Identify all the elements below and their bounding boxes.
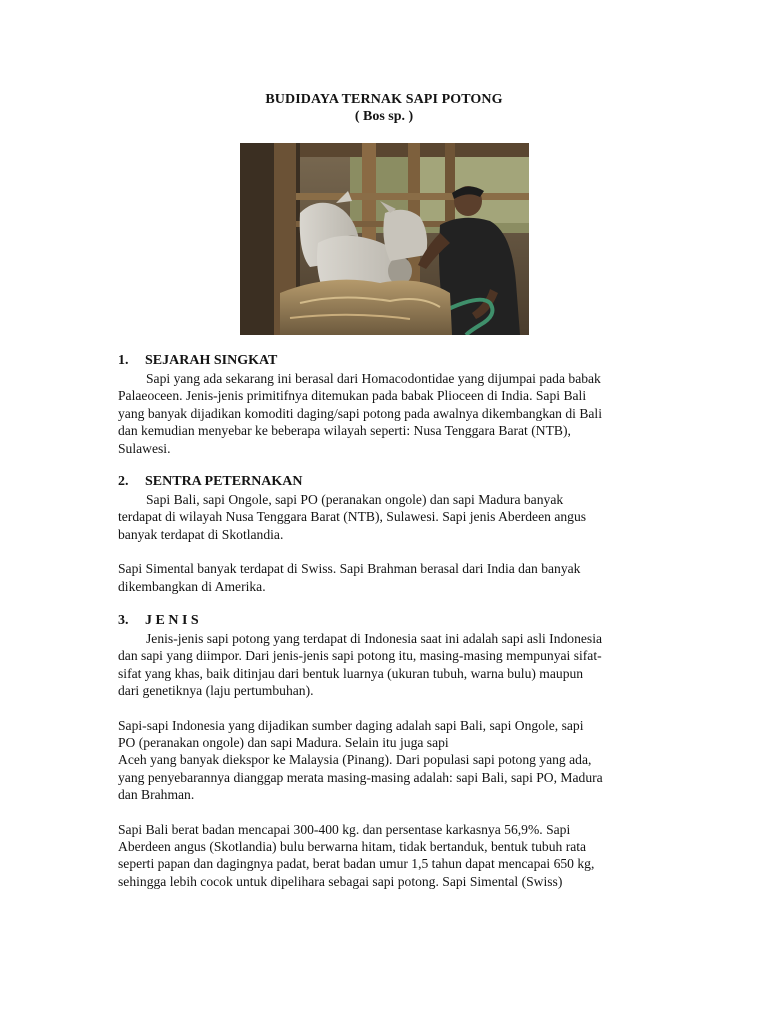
paragraph (118, 717, 658, 804)
cattle-photo (240, 143, 529, 335)
section-jenis (118, 612, 658, 890)
section-sentra-peternakan (118, 473, 658, 595)
document-subtitle: ( Bos sp. ) (354, 109, 414, 124)
text-line: dari genetiknya (laju pertumbuhan). (118, 683, 314, 699)
text-line: dikembangkan di Amerika. (118, 578, 266, 594)
section-sejarah-singkat (118, 352, 658, 457)
text-line: sehingga lebih cocok untuk dipelihara sebagai sapi potong. Sapi Simental (Swiss) (118, 873, 563, 889)
paragraph (118, 560, 658, 595)
text-line: Aberdeen angus (Skotlandia) bulu berwarna hitam, tidak bertanduk, bentuk tubuh rata (118, 838, 587, 854)
text-line: banyak terdapat di Skotlandia. (118, 526, 284, 542)
text-line: seperti papan dan dagingnya padat, berat badan umur 1,5 tahun dapat mencapai 650 kg, (118, 856, 595, 872)
section-number: 2. (118, 474, 129, 489)
text-line: yang penyebarannya dianggap merata masing-masing adalah: sapi Bali, sapi PO, Madura (118, 769, 603, 785)
section-number: 3. (118, 613, 129, 628)
paragraph (118, 370, 658, 457)
text-line: dan sapi yang diimpor. Dari jenis-jenis sapi potong itu, masing-masing mempunyai sifat- (118, 648, 602, 664)
text-line: Aceh yang banyak diekspor ke Malaysia (Pinang). Dari populasi sapi potong yang ada, (118, 752, 592, 768)
text-line: yang banyak dijadikan komoditi daging/sapi potong pada awalnya dikembangkan di Bali (118, 405, 602, 421)
text-line: Sapi Bali, sapi Ongole, sapi PO (peranakan ongole) dan sapi Madura banyak (146, 492, 564, 507)
text-line: Sapi-sapi Indonesia yang dijadikan sumber daging adalah sapi Bali, sapi Ongole, sapi (118, 717, 584, 733)
section-heading (118, 352, 658, 370)
text-line: dan kemudian menyebar ke beberapa wilayah seperti: Nusa Tenggara Barat (NTB), (118, 423, 571, 439)
text-line: PO (peranakan ongole) dan sapi Madura. Selain itu juga sapi (118, 734, 449, 750)
paragraph (118, 821, 658, 891)
text-line: Sapi Simental banyak terdapat di Swiss. Sapi Brahman berasal dari India dan banyak (118, 561, 581, 577)
section-heading (118, 612, 658, 630)
section-title: J E N I S (145, 613, 199, 628)
text-line: Sapi Bali berat badan mencapai 300-400 kg. dan persentase karkasnya 56,9%. Sapi (118, 821, 571, 837)
text-line: Jenis-jenis sapi potong yang terdapat di Indonesia saat ini adalah sapi asli Indonesia (146, 631, 603, 646)
text-line: dan Brahman. (118, 787, 195, 803)
section-title: SENTRA PETERNAKAN (145, 474, 303, 489)
section-title: SEJARAH SINGKAT (145, 353, 278, 368)
paragraph (118, 491, 658, 543)
section-heading (118, 473, 658, 491)
paragraph (118, 630, 658, 700)
text-line: sifat yang khas, baik ditinjau dari bentuk luarnya (ukuran tubuh, warna bulu) maupun (118, 665, 584, 681)
document-title: BUDIDAYA TERNAK SAPI POTONG (265, 92, 503, 107)
text-line: Palaeoceen. Jenis-jenis primitifnya ditemukan pada babak Plioceen di India. Sapi Bali (118, 388, 587, 404)
text-line: Sulawesi. (118, 440, 171, 456)
section-number: 1. (118, 353, 129, 368)
text-line: terdapat di wilayah Nusa Tenggara Barat (NTB), Sulawesi. Sapi jenis Aberdeen angus (118, 509, 587, 525)
text-line: Sapi yang ada sekarang ini berasal dari Homacodontidae yang dijumpai pada babak (146, 371, 601, 386)
